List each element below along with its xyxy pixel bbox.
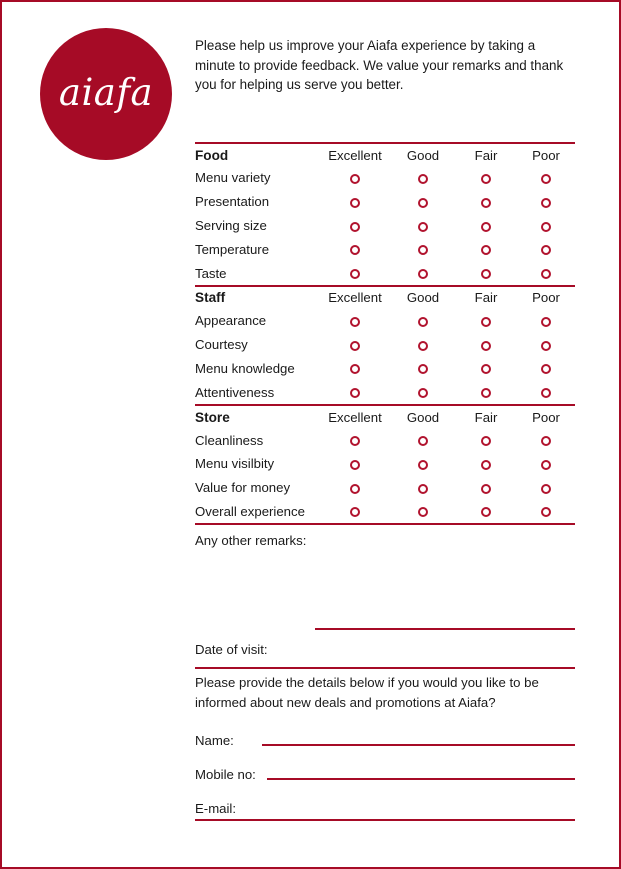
radio-option-fair[interactable] bbox=[481, 317, 491, 327]
radio-cell[interactable] bbox=[319, 170, 391, 185]
mobile-input-line[interactable] bbox=[267, 778, 575, 780]
radio-option-good[interactable] bbox=[418, 174, 428, 184]
radio-option-poor[interactable] bbox=[541, 222, 551, 232]
email-field-label: E-mail: bbox=[195, 801, 237, 816]
date-of-visit-label: Date of visit: bbox=[195, 642, 268, 657]
survey-row bbox=[195, 428, 575, 452]
survey-row-label: Menu visilbity bbox=[195, 456, 275, 472]
date-of-visit-block bbox=[195, 642, 575, 657]
radio-cell[interactable] bbox=[517, 385, 575, 400]
radio-option-fair[interactable] bbox=[481, 484, 491, 494]
name-field-row[interactable] bbox=[195, 733, 575, 748]
radio-cell[interactable] bbox=[319, 218, 391, 233]
radio-cell[interactable] bbox=[391, 456, 455, 471]
radio-cell[interactable] bbox=[319, 242, 391, 257]
radio-cell[interactable] bbox=[319, 456, 391, 471]
radio-cell[interactable] bbox=[455, 480, 517, 495]
brand-logo bbox=[40, 28, 172, 160]
survey-row bbox=[195, 476, 575, 500]
radio-option-poor[interactable] bbox=[541, 364, 551, 374]
survey-row bbox=[195, 190, 575, 214]
mobile-field-row[interactable] bbox=[195, 767, 575, 782]
radio-option-good[interactable] bbox=[418, 364, 428, 374]
radio-cell[interactable] bbox=[517, 266, 575, 281]
radio-cell[interactable] bbox=[517, 456, 575, 471]
radio-cell[interactable] bbox=[319, 337, 391, 352]
radio-cell[interactable] bbox=[391, 385, 455, 400]
radio-option-good[interactable] bbox=[418, 317, 428, 327]
email-field-row[interactable] bbox=[195, 801, 575, 821]
radio-option-excellent[interactable] bbox=[350, 341, 360, 351]
radio-cell[interactable] bbox=[517, 337, 575, 352]
radio-cell[interactable] bbox=[455, 385, 517, 400]
radio-option-good[interactable] bbox=[418, 245, 428, 255]
column-header-fair: Fair bbox=[474, 290, 498, 306]
radio-cell[interactable] bbox=[455, 170, 517, 185]
radio-option-fair[interactable] bbox=[481, 222, 491, 232]
radio-option-poor[interactable] bbox=[541, 484, 551, 494]
radio-cell[interactable] bbox=[391, 337, 455, 352]
radio-option-excellent[interactable] bbox=[350, 245, 360, 255]
column-header-good: Good bbox=[406, 409, 440, 425]
survey-row-label: Presentation bbox=[195, 194, 270, 210]
radio-option-excellent[interactable] bbox=[350, 317, 360, 327]
survey-row-label: Temperature bbox=[195, 241, 270, 257]
radio-cell[interactable] bbox=[455, 218, 517, 233]
radio-cell[interactable] bbox=[455, 194, 517, 209]
survey-row-label: Appearance bbox=[195, 313, 267, 329]
radio-cell[interactable] bbox=[391, 218, 455, 233]
survey-row bbox=[195, 500, 575, 524]
radio-cell[interactable] bbox=[319, 504, 391, 519]
radio-option-fair[interactable] bbox=[481, 341, 491, 351]
mobile-field-label: Mobile no: bbox=[195, 767, 256, 782]
radio-cell[interactable] bbox=[517, 170, 575, 185]
survey-row bbox=[195, 166, 575, 190]
survey-row bbox=[195, 214, 575, 238]
radio-option-good[interactable] bbox=[418, 388, 428, 398]
radio-option-excellent[interactable] bbox=[350, 198, 360, 208]
section-title: Food bbox=[195, 147, 229, 163]
radio-cell[interactable] bbox=[517, 218, 575, 233]
radio-cell[interactable] bbox=[391, 313, 455, 328]
radio-option-good[interactable] bbox=[418, 198, 428, 208]
radio-cell[interactable] bbox=[455, 337, 517, 352]
radio-cell[interactable] bbox=[319, 266, 391, 281]
column-header-excellent: Excellent bbox=[328, 290, 382, 306]
radio-cell[interactable] bbox=[455, 433, 517, 448]
radio-option-poor[interactable] bbox=[541, 388, 551, 398]
radio-cell[interactable] bbox=[517, 480, 575, 495]
radio-cell[interactable] bbox=[391, 242, 455, 257]
date-of-visit-divider bbox=[195, 667, 575, 669]
section-header-food bbox=[195, 144, 575, 166]
radio-option-excellent[interactable] bbox=[350, 174, 360, 184]
details-block bbox=[195, 673, 575, 712]
column-header-poor: Poor bbox=[532, 147, 560, 163]
radio-option-excellent[interactable] bbox=[350, 222, 360, 232]
radio-option-excellent[interactable] bbox=[350, 388, 360, 398]
radio-cell[interactable] bbox=[517, 313, 575, 328]
radio-cell[interactable] bbox=[517, 504, 575, 519]
radio-option-fair[interactable] bbox=[481, 460, 491, 470]
radio-option-poor[interactable] bbox=[541, 436, 551, 446]
remarks-label: Any other remarks: bbox=[195, 533, 307, 548]
section-title: Store bbox=[195, 409, 230, 425]
brand-logo-text: aiafa bbox=[58, 70, 154, 114]
radio-option-fair[interactable] bbox=[481, 174, 491, 184]
column-header-poor: Poor bbox=[532, 409, 560, 425]
radio-option-fair[interactable] bbox=[481, 269, 491, 279]
radio-option-excellent[interactable] bbox=[350, 436, 360, 446]
column-header-poor: Poor bbox=[532, 290, 560, 306]
survey-row-label: Menu knowledge bbox=[195, 360, 295, 376]
survey-row bbox=[195, 380, 575, 404]
column-header-fair: Fair bbox=[474, 409, 498, 425]
radio-option-excellent[interactable] bbox=[350, 507, 360, 517]
survey-row bbox=[195, 261, 575, 285]
radio-cell[interactable] bbox=[319, 433, 391, 448]
radio-option-fair[interactable] bbox=[481, 436, 491, 446]
remarks-block bbox=[195, 533, 575, 548]
radio-cell[interactable] bbox=[455, 242, 517, 257]
survey-row-label: Serving size bbox=[195, 217, 267, 233]
radio-cell[interactable] bbox=[517, 361, 575, 376]
radio-cell[interactable] bbox=[319, 361, 391, 376]
radio-cell[interactable] bbox=[517, 194, 575, 209]
survey-row-label: Cleanliness bbox=[195, 432, 264, 448]
radio-option-good[interactable] bbox=[418, 484, 428, 494]
column-header-excellent: Excellent bbox=[328, 147, 382, 163]
radio-option-excellent[interactable] bbox=[350, 484, 360, 494]
survey-row-label: Menu variety bbox=[195, 170, 271, 186]
survey-row bbox=[195, 237, 575, 261]
radio-cell[interactable] bbox=[391, 480, 455, 495]
column-header-fair: Fair bbox=[474, 147, 498, 163]
radio-cell[interactable] bbox=[517, 433, 575, 448]
radio-cell[interactable] bbox=[391, 504, 455, 519]
radio-option-good[interactable] bbox=[418, 269, 428, 279]
intro-paragraph: Please help us improve your Aiafa experience by taking a minute to provide feedback. We value your remarks and thank you for helping us serve you better. bbox=[195, 38, 564, 92]
column-header-excellent: Excellent bbox=[328, 409, 382, 425]
remarks-write-line[interactable] bbox=[315, 628, 575, 630]
radio-cell[interactable] bbox=[391, 361, 455, 376]
column-header-good: Good bbox=[406, 147, 440, 163]
name-field-label: Name: bbox=[195, 733, 234, 748]
radio-option-good[interactable] bbox=[418, 222, 428, 232]
radio-cell[interactable] bbox=[391, 194, 455, 209]
radio-option-good[interactable] bbox=[418, 341, 428, 351]
name-input-line[interactable] bbox=[262, 744, 575, 746]
radio-option-good[interactable] bbox=[418, 436, 428, 446]
details-paragraph: Please provide the details below if you would you like to be informed about new deals and promotions at Aiafa? bbox=[195, 675, 539, 710]
radio-cell[interactable] bbox=[391, 170, 455, 185]
section-header-store bbox=[195, 406, 575, 428]
radio-cell[interactable] bbox=[455, 266, 517, 281]
radio-option-fair[interactable] bbox=[481, 198, 491, 208]
radio-option-fair[interactable] bbox=[481, 245, 491, 255]
section-title: Staff bbox=[195, 290, 226, 306]
email-input-line[interactable] bbox=[195, 819, 575, 821]
survey-bottom-divider bbox=[195, 523, 575, 525]
survey-table bbox=[195, 142, 575, 525]
radio-option-poor[interactable] bbox=[541, 460, 551, 470]
radio-option-good[interactable] bbox=[418, 460, 428, 470]
survey-row-label: Courtesy bbox=[195, 337, 248, 353]
radio-option-excellent[interactable] bbox=[350, 269, 360, 279]
radio-cell[interactable] bbox=[319, 480, 391, 495]
section-header-staff bbox=[195, 287, 575, 309]
radio-cell[interactable] bbox=[391, 433, 455, 448]
column-header-good: Good bbox=[406, 290, 440, 306]
radio-option-fair[interactable] bbox=[481, 388, 491, 398]
survey-row bbox=[195, 333, 575, 357]
radio-option-poor[interactable] bbox=[541, 174, 551, 184]
radio-cell[interactable] bbox=[319, 194, 391, 209]
survey-row bbox=[195, 452, 575, 476]
radio-option-excellent[interactable] bbox=[350, 460, 360, 470]
radio-option-poor[interactable] bbox=[541, 245, 551, 255]
radio-option-poor[interactable] bbox=[541, 269, 551, 279]
radio-cell[interactable] bbox=[455, 456, 517, 471]
form-header bbox=[2, 2, 621, 142]
survey-row bbox=[195, 309, 575, 333]
radio-option-poor[interactable] bbox=[541, 507, 551, 517]
survey-row-label: Overall experience bbox=[195, 503, 305, 519]
radio-cell[interactable] bbox=[319, 313, 391, 328]
radio-option-poor[interactable] bbox=[541, 317, 551, 327]
survey-row-label: Attentiveness bbox=[195, 384, 275, 400]
radio-cell[interactable] bbox=[455, 361, 517, 376]
radio-option-good[interactable] bbox=[418, 507, 428, 517]
radio-option-poor[interactable] bbox=[541, 198, 551, 208]
radio-cell[interactable] bbox=[319, 385, 391, 400]
radio-option-fair[interactable] bbox=[481, 364, 491, 374]
survey-row-label: Value for money bbox=[195, 480, 291, 496]
radio-option-poor[interactable] bbox=[541, 341, 551, 351]
radio-cell[interactable] bbox=[455, 504, 517, 519]
radio-option-excellent[interactable] bbox=[350, 364, 360, 374]
radio-cell[interactable] bbox=[455, 313, 517, 328]
survey-row-label: Taste bbox=[195, 265, 227, 281]
radio-cell[interactable] bbox=[517, 242, 575, 257]
radio-cell[interactable] bbox=[391, 266, 455, 281]
survey-row bbox=[195, 357, 575, 381]
radio-option-fair[interactable] bbox=[481, 507, 491, 517]
